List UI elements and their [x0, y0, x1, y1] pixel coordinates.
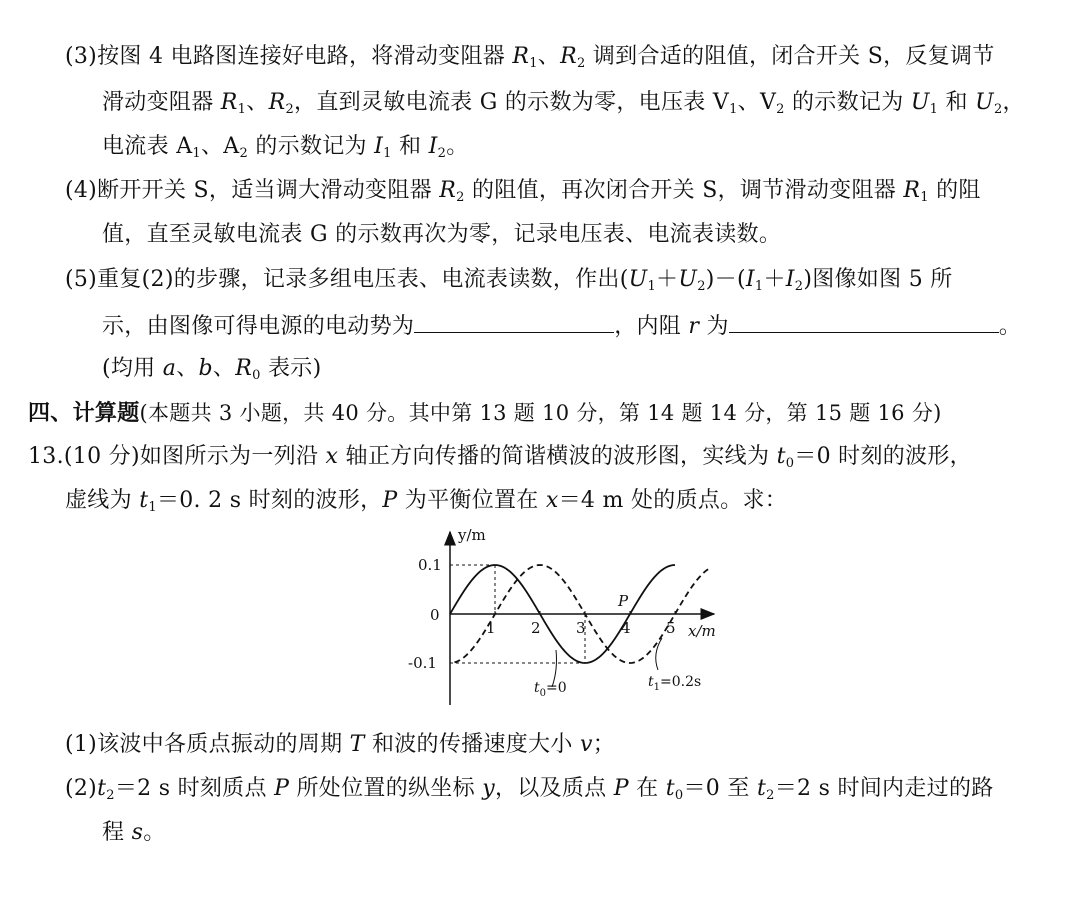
x-tick-label: 3: [576, 619, 586, 637]
q3-line-1: (3)按图 4 电路图连接好电路，将滑动变阻器 $R_1$、$R_2$ 调到合适的阻值，闭合开关 S，反复调节: [65, 44, 995, 71]
dashed-curve-label: $t_1=0.2s$: [648, 674, 702, 693]
y-axis-label: y/m: [458, 526, 486, 544]
q13-part-2-cont: 程 s。: [102, 820, 166, 845]
section-heading: [28, 398, 942, 429]
q13-line-2: 虚线为 $t_1=0$. 2 s 时刻的波形，P 为平衡位置在 x＝4 m 处的质点。求：: [65, 488, 788, 515]
solid-curve-label: $t_0=0$: [534, 680, 567, 699]
origin-label: 0: [430, 606, 440, 624]
q3-line-2: 滑动变阻器 $R_1$、$R_2$，直到灵敏电流表 G 的示数为零，电压表 $V_1$、$V_2$ 的示数记为 $U_1$ 和 $U_2$，: [102, 90, 1025, 117]
q5-line-3: (均用 a、b、$R_0$ 表示): [102, 356, 322, 383]
emf-answer-blank[interactable]: [414, 310, 614, 333]
x-tick-label: 1: [486, 619, 496, 637]
q3-line-3: 电流表 $A_1$、$A_2$ 的示数记为 $I_1$ 和 $I_2$。: [102, 134, 469, 161]
wave-figure: [400, 522, 730, 712]
x-tick-label: 2: [531, 619, 541, 637]
x-axis-label: x/m: [688, 622, 716, 640]
section-note: (本题共 3 小题，共 40 分。其中第 13 题 10 分，第 14 题 14 分，第 15 题 16 分): [139, 401, 942, 425]
internal-resistance-answer-blank[interactable]: [729, 310, 999, 333]
x-tick-label: 5: [666, 619, 676, 637]
q4-line-2: 值，直至灵敏电流表 G 的示数再次为零，记录电压表、电流表读数。: [102, 222, 782, 247]
q5-line-2: 示，由图像可得电源的电动势为 ，内阻 r 为 。: [102, 310, 1021, 342]
q13-part-2: $(2)t_2=2$ s 时刻质点 P 所处位置的纵坐标 y，以及质点 P 在 $t_0=0$ 至 $t_2=2$ s 时间内走过的路: [65, 776, 994, 803]
y-tick-label: -0.1: [408, 654, 437, 672]
y-tick-label: 0.1: [418, 556, 442, 574]
q13-part-1: (1)该波中各质点振动的周期 T 和波的传播速度大小 v；: [65, 732, 615, 757]
section-title: 四、计算题: [28, 400, 140, 426]
q13-line-1: 13.(10 分)如图所示为一列沿 x 轴正方向传播的简谐横波的波形图，实线为 $t_0=0$ 时刻的波形，: [28, 444, 972, 471]
x-tick-label: 4: [621, 619, 631, 637]
point-p-label: P: [618, 592, 629, 610]
q4-line-1: (4)断开开关 S，适当调大滑动变阻器 $R_2$ 的阻值，再次闭合开关 S，调节滑动变阻器 $R_1$ 的阻: [65, 178, 981, 205]
q5-line-1: (5)重复(2)的步骤，记录多组电压表、电流表读数，作出$(U_1+U_2)-(I_1+I_2)$图像如图 5 所: [65, 267, 953, 294]
